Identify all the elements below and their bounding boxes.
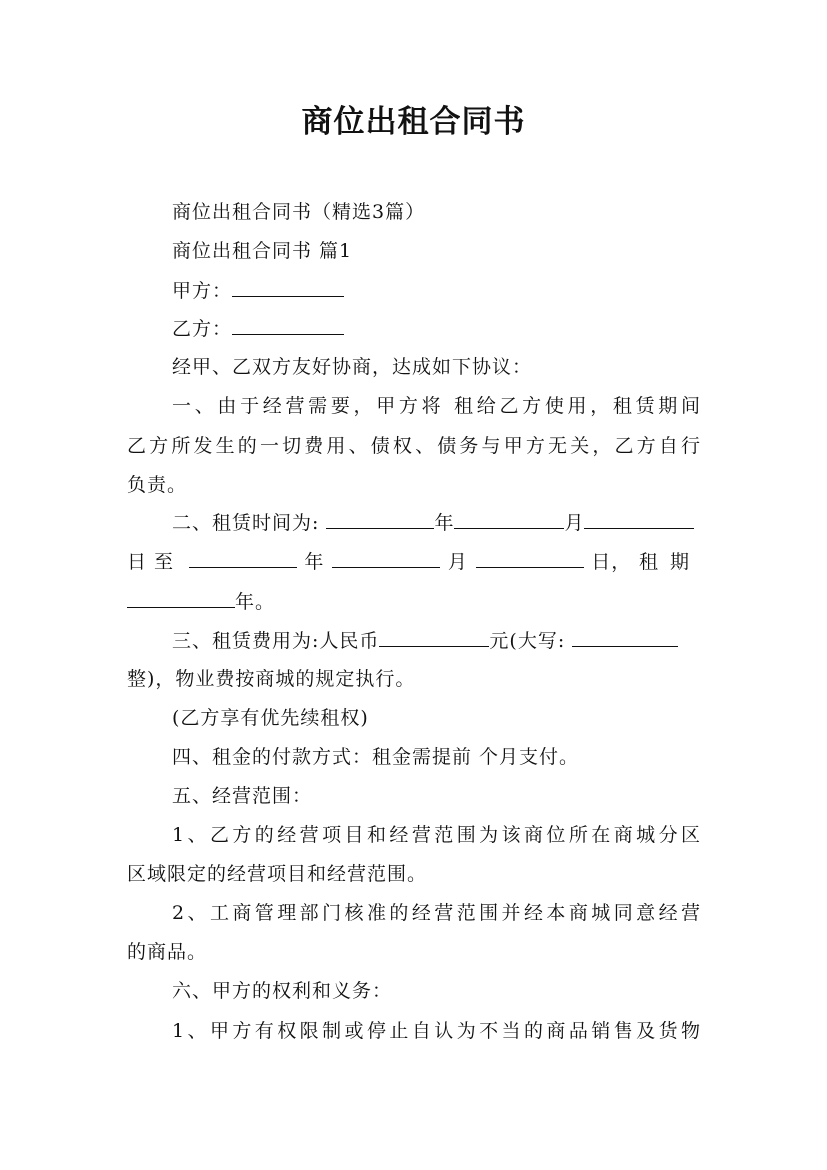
clause2-month-label: 月 xyxy=(564,512,585,534)
renewal-note: (乙方享有优先续租权) xyxy=(172,707,369,729)
end-day-blank xyxy=(476,549,584,568)
clause2-year3-label: 年。 xyxy=(235,591,276,613)
clause5-1-line2: 区域限定的经营项目和经营范围。 xyxy=(127,863,428,885)
clause1-line2: 乙方所发生的一切费用、债权、债务与甲方无关，乙方自行 xyxy=(127,435,701,457)
clause6-heading: 六、甲方的权利和义务： xyxy=(172,980,393,1002)
clause3-line2: 整)，物业费按商城的规定执行。 xyxy=(127,668,416,690)
clause2-year2-label: 年 xyxy=(304,551,325,573)
clause1-line3: 负责。 xyxy=(127,474,188,496)
start-month-blank xyxy=(454,510,564,529)
party-b-blank xyxy=(232,316,344,335)
clause3-prefix: 三、租赁费用为:人民币 xyxy=(172,630,380,652)
party-a-label: 甲方： xyxy=(172,280,233,302)
clause2-day-to-label: 日至 xyxy=(127,551,182,573)
party-b-line xyxy=(172,316,344,342)
clause2-line2 xyxy=(127,549,701,575)
end-month-blank xyxy=(332,549,440,568)
section-heading: 商位出租合同书 篇1 xyxy=(172,240,353,262)
intro-text: 经甲、乙双方友好协商，达成如下协议： xyxy=(172,356,533,378)
start-year-blank xyxy=(326,510,434,529)
clause3-yuan-label: 元(大写: xyxy=(489,630,566,652)
party-a-blank xyxy=(232,278,344,297)
term-years-blank xyxy=(127,589,235,608)
clause6-1-line1: 1、甲方有权限制或停止自认为不当的商品销售及货物 xyxy=(172,1020,701,1042)
party-a-line xyxy=(172,278,344,304)
clause1-line1: 一、由于经营需要，甲方将 租给乙方使用，租赁期间 xyxy=(172,395,701,417)
document-subtitle: 商位出租合同书（精选3篇） xyxy=(172,201,426,223)
party-b-label: 乙方： xyxy=(172,318,233,340)
end-year-blank xyxy=(189,549,297,568)
clause2-line3 xyxy=(127,589,275,615)
clause5-1-line1: 1、乙方的经营项目和经营范围为该商位所在商城分区 xyxy=(172,824,701,846)
rent-uppercase-blank xyxy=(572,628,678,647)
clause5-2-line2: 的商品。 xyxy=(127,941,208,963)
clause4-text: 四、租金的付款方式：租金需提前 个月支付。 xyxy=(172,746,580,768)
clause3-line1 xyxy=(172,628,678,654)
clause2-term-label: 租期 xyxy=(638,551,701,573)
clause2-month2-label: 月 xyxy=(447,551,468,573)
clause2-line1 xyxy=(172,510,694,536)
start-day-blank xyxy=(584,510,694,529)
clause5-heading: 五、经营范围： xyxy=(172,785,313,807)
clause2-prefix: 二、租赁时间为: xyxy=(172,512,320,534)
clause2-day2-label: 日， xyxy=(591,551,632,573)
clause2-year-label: 年 xyxy=(434,512,455,534)
clause5-2-line1: 2、工商管理部门核准的经营范围并经本商城同意经营 xyxy=(172,902,701,924)
document-title: 商位出租合同书 xyxy=(301,104,526,140)
rent-amount-blank xyxy=(379,628,489,647)
